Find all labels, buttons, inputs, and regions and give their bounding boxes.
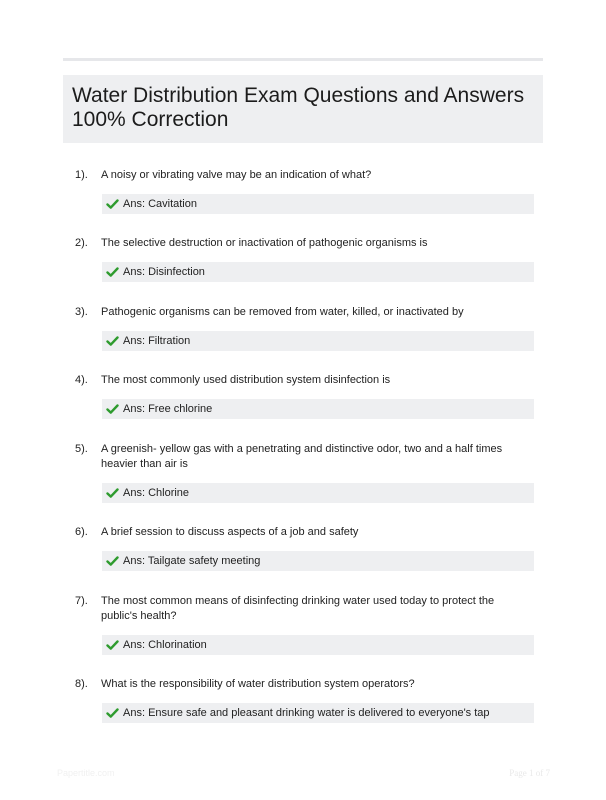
question-item [75,594,545,655]
question-number: 4). [75,374,88,386]
question-number: 1). [75,169,88,181]
answer-box [102,483,534,503]
question-number: 5). [75,443,88,455]
page-number: Page 1 of 7 [509,768,550,778]
check-icon [106,198,119,210]
answer-text: Ans: Chlorination [123,639,207,651]
question-item [75,442,545,503]
question-text: The selective destruction or inactivation of pathogenic organisms is [101,237,428,249]
question-number: 3). [75,306,88,318]
check-icon [106,335,119,347]
check-icon [106,555,119,567]
answer-text: Ans: Filtration [123,335,191,347]
question-text: What is the responsibility of water distribution system operators? [101,678,415,690]
question-text: Pathogenic organisms can be removed from water, killed, or inactivated by [101,306,464,318]
check-icon [106,639,119,651]
check-icon [106,487,119,499]
answer-box [102,399,534,419]
check-icon [106,707,119,719]
title-banner [63,75,543,143]
footer-watermark: Papertitle.com [57,768,115,778]
check-icon [106,403,119,415]
question-item [75,236,545,282]
answer-box [102,194,534,214]
question-item [75,168,545,214]
answer-text: Ans: Chlorine [123,487,190,499]
question-item [75,373,545,419]
question-item [75,525,545,571]
question-text: A greenish- yellow gas with a penetrating and distinctive odor, two and a half times heavier than air is [101,443,503,470]
question-number: 7). [75,595,88,607]
answer-text: Ans: Disinfection [123,266,205,278]
question-number: 2). [75,237,88,249]
answer-box [102,703,534,723]
question-text: The most common means of disinfecting drinking water used today to protect the public's health? [101,595,495,622]
page-title: Water Distribution Exam Questions and Answers 100% Correction [72,84,525,131]
question-text: A noisy or vibrating valve may be an indication of what? [101,169,372,181]
question-item [75,677,545,723]
answer-text: Ans: Cavitation [123,198,197,210]
top-divider [63,58,543,61]
answer-box [102,551,534,571]
answer-box [102,635,534,655]
answer-text: Ans: Ensure safe and pleasant drinking water is delivered to everyone's tap [123,707,490,719]
answer-text: Ans: Free chlorine [123,403,213,415]
answer-text: Ans: Tailgate safety meeting [123,555,261,567]
question-item [75,305,545,351]
question-text: A brief session to discuss aspects of a job and safety [101,526,359,538]
answer-box [102,331,534,351]
question-text: The most commonly used distribution system disinfection is [101,374,391,386]
check-icon [106,266,119,278]
answer-box [102,262,534,282]
question-number: 6). [75,526,88,538]
question-number: 8). [75,678,88,690]
